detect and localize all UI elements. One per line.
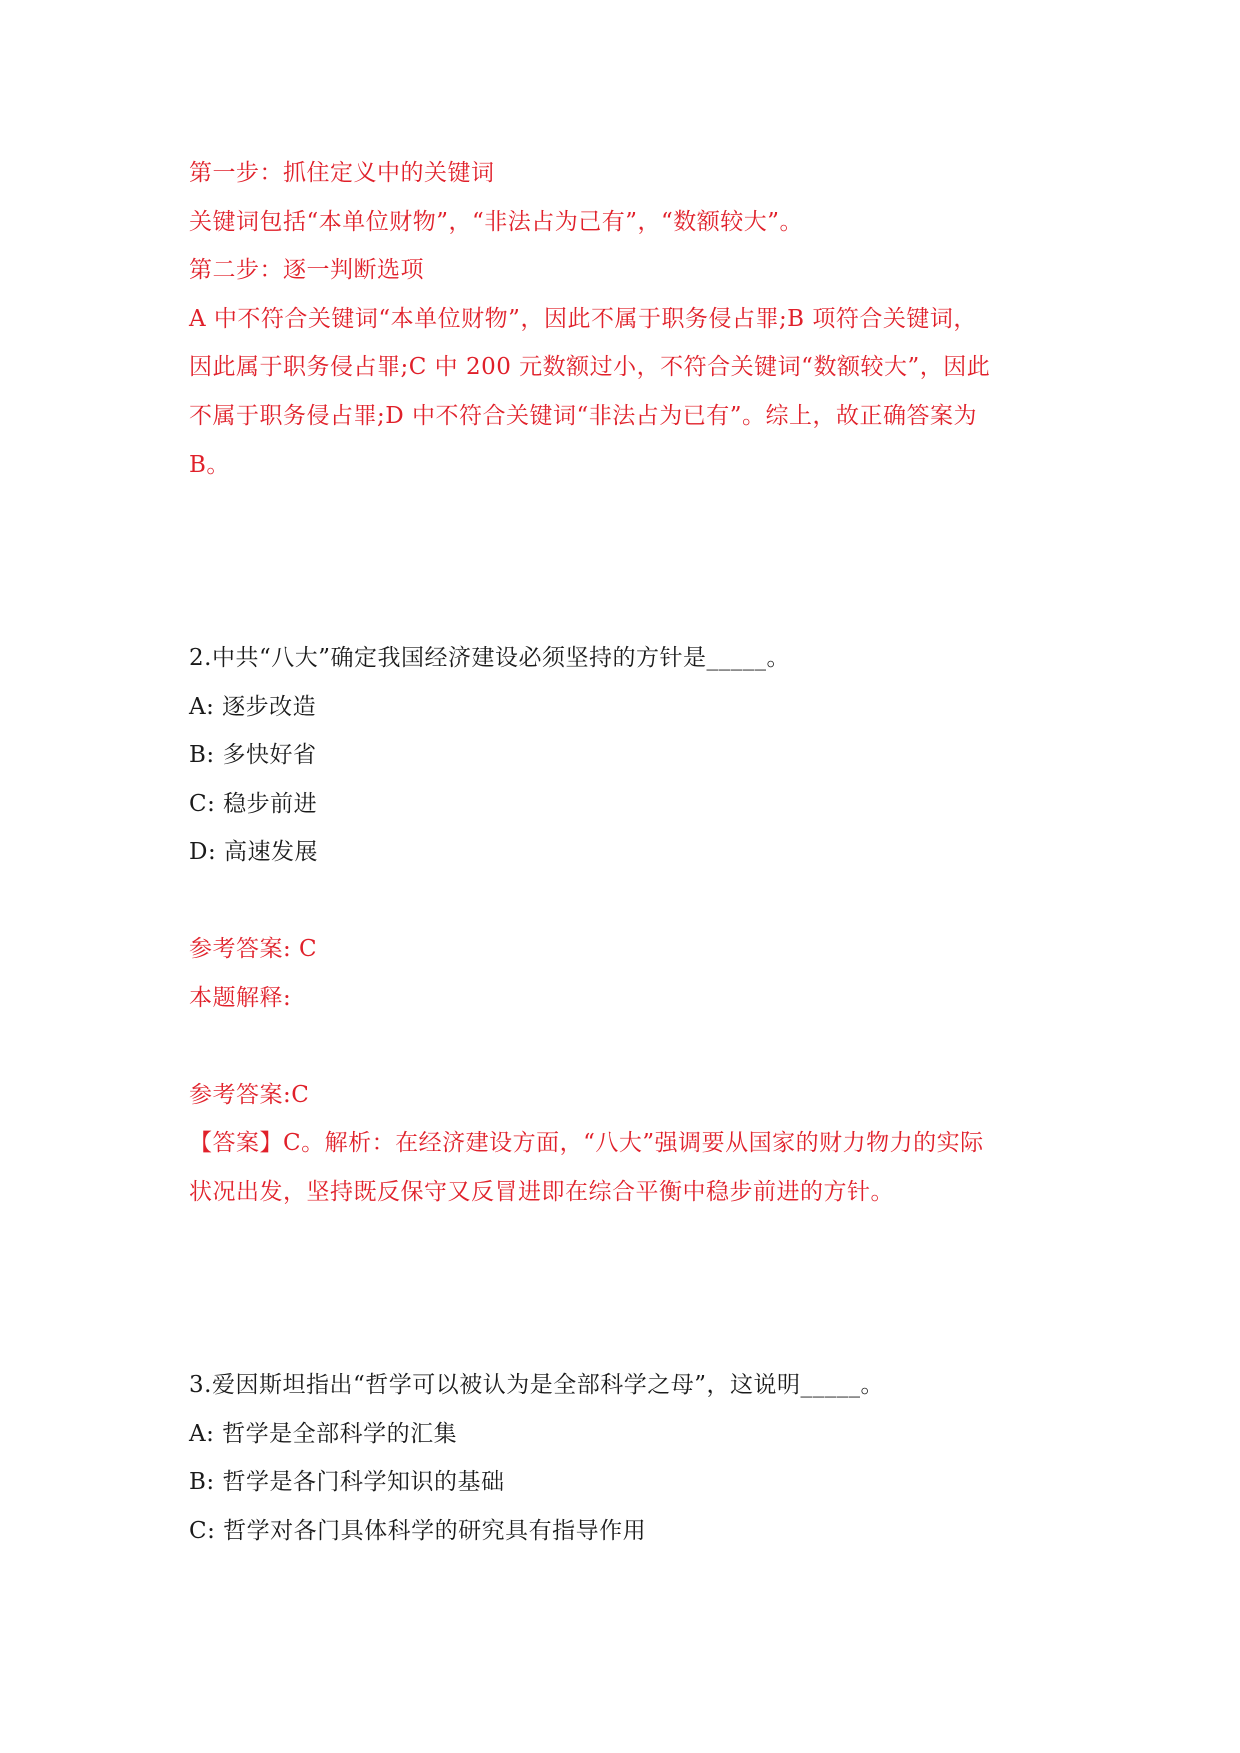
step1-title: 第一步：抓住定义中的关键词: [189, 160, 495, 186]
question2-option-b: B: 多快好省: [189, 742, 317, 768]
step1-text: 关键词包括“本单位财物”，“非法占为己有”，“数额较大”。: [189, 209, 804, 235]
question3-stem: 3.爱因斯坦指出“哲学可以被认为是全部科学之母”，这说明_____。: [189, 1372, 884, 1398]
step2-line: B。: [189, 452, 230, 478]
step2-line: 因此属于职务侵占罪;C 中 200 元数额过小，不符合关键词“数额较大”，因此: [189, 354, 991, 380]
step2-line: A 中不符合关键词“本单位财物”，因此不属于职务侵占罪;B 项符合关键词，: [189, 306, 977, 332]
question2-option-d: D: 高速发展: [189, 839, 319, 865]
step2-line: 不属于职务侵占罪;D 中不符合关键词“非法占为已有”。综上，故正确答案为: [189, 403, 978, 429]
question2-explain-line: 【答案】C。解析：在经济建设方面，“八大”强调要从国家的财力物力的实际: [189, 1130, 984, 1156]
question3-option-a: A: 哲学是全部科学的汇集: [189, 1421, 458, 1447]
question3-option-c: C: 哲学对各门具体科学的研究具有指导作用: [189, 1518, 647, 1544]
question2-explain-label: 本题解释:: [189, 985, 292, 1011]
question2-answer: 参考答案: C: [189, 936, 318, 962]
question2-option-a: A: 逐步改造: [189, 694, 317, 720]
question2-stem: 2.中共“八大”确定我国经济建设必须坚持的方针是_____。: [189, 645, 790, 671]
question3-option-b: B: 哲学是各门科学知识的基础: [189, 1469, 505, 1495]
question2-answer-repeat: 参考答案:C: [189, 1082, 310, 1108]
question2-explain-line: 状况出发，坚持既反保守又反冒进即在综合平衡中稳步前进的方针。: [189, 1179, 894, 1205]
question2-option-c: C: 稳步前进: [189, 791, 318, 817]
step2-title: 第二步：逐一判断选项: [189, 257, 424, 283]
